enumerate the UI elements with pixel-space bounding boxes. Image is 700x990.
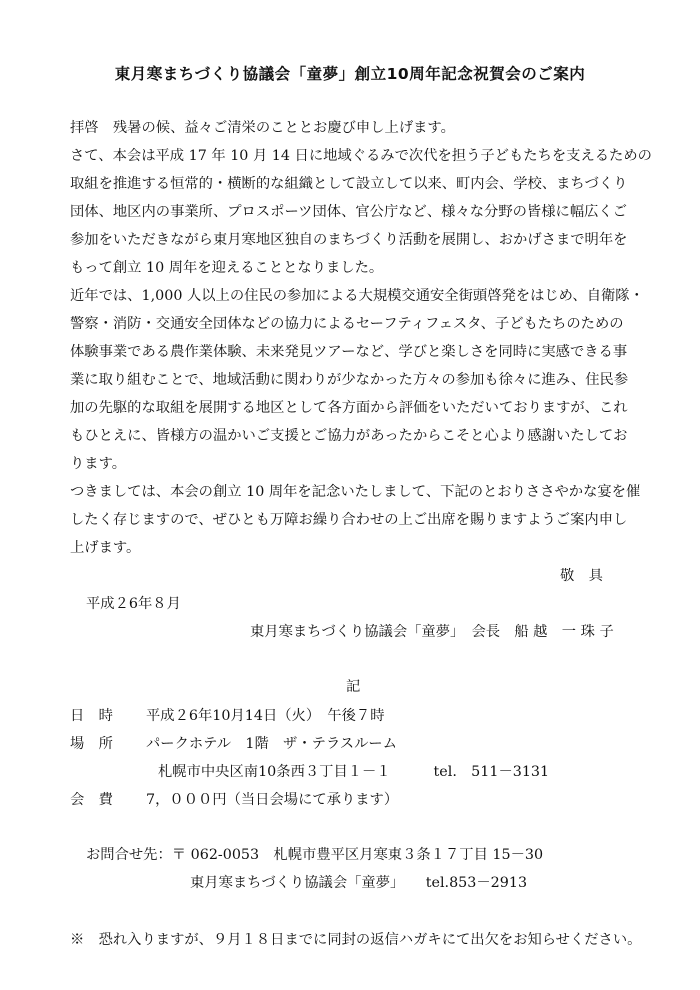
sender-line: 東月寒まちづくり協議会「童夢」 会長 船 越 一 珠 子 xyxy=(250,624,614,640)
body-line: 取組を推進する恒常的・横断的な組織として設立して以来、町内会、学校、まちづくり xyxy=(70,176,628,192)
body-line: 参加をいただきながら東月寒地区独自のまちづくり活動を展開し、おかげさまで明年を xyxy=(70,232,628,248)
body-line: 上げます。 xyxy=(70,540,141,556)
closing-keigu: 敬 具 xyxy=(560,568,603,584)
body-line: さて、本会は平成 17 年 10 月 14 日に地域ぐるみで次代を担う子どもたちを支えるための xyxy=(70,148,652,164)
fee-value: 7，０００円（当日会場にて承ります） xyxy=(146,792,399,808)
body-line: 団体、地区内の事業所、プロスポーツ団体、官公庁など、様々な分野の皆様に幅広くご xyxy=(70,204,628,220)
rsvp-note: ※ 恐れ入りますが、９月１８日までに同封の返信ハガキにて出欠をお知らせください。 xyxy=(70,932,642,948)
body-line: 業に取り組むことで、地域活動に関わりが少なかった方々の参加も徐々に進み、住民参 xyxy=(70,372,629,388)
inquiry-line2: 東月寒まちづくり協議会「童夢」 tel.853－2913 xyxy=(190,875,528,891)
document-date: 平成２6年８月 xyxy=(86,596,181,612)
body-line: 警察・消防・交通安全団体などの協力によるセーフティフェスタ、子どもたちのための xyxy=(70,316,624,332)
body-line: 近年では、1,000 人以上の住民の参加による大規模交通安全街頭啓発をはじめ、自衛隊・ xyxy=(70,288,644,304)
body-line: もひとえに、皆様方の温かいご支援とご協力があったからこそと心より感謝いたしてお xyxy=(70,428,628,444)
body-line: したく存じますので、ぜひとも万障お繰り合わせの上ご出席を賜りますようご案内申し xyxy=(70,512,628,528)
datetime-value: 平成２6年10月14日（火） 午後７時 xyxy=(146,708,385,724)
fee-label: 会 費 xyxy=(70,792,113,808)
body-line: 体験事業である農作業体験、未来発見ツアーなど、学びと楽しさを同時に実感できる事 xyxy=(70,344,628,360)
document-title: 東月寒まちづくり協議会「童夢」創立10周年記念祝賀会のご案内 xyxy=(114,65,586,83)
datetime-label: 日 時 xyxy=(70,708,113,724)
body-line: 加の先駆的な取組を展開する地区として各方面から評価をいただいておりますが、これ xyxy=(70,400,628,416)
body-line: つきましては、本会の創立 10 周年を記念いたしまして、下記のとおりささやかな宴を催 xyxy=(70,484,641,500)
place-label: 場 所 xyxy=(70,736,113,752)
ki-heading: 記 xyxy=(346,679,361,695)
body-line: 拝啓 残暑の候、益々ご清栄のこととお慶び申し上げます。 xyxy=(70,120,455,136)
place-value: パークホテル 1階 ザ・テラスルーム xyxy=(146,736,397,752)
inquiry-line1: お問合せ先：〒 062-0053 札幌市豊平区月寒東３条１７丁目 15－30 xyxy=(86,847,544,863)
body-line: もって創立 10 周年を迎えることとなりました。 xyxy=(70,260,384,276)
place-address: 札幌市中央区南10条西３丁目１－１ tel. 511－3131 xyxy=(158,764,550,780)
body-line: ります。 xyxy=(70,456,127,472)
